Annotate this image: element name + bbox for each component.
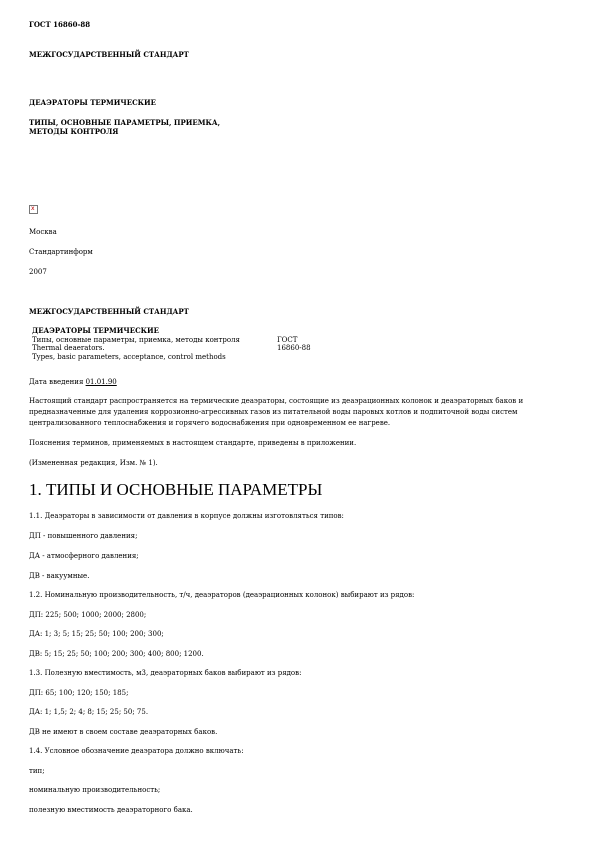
gost-label: ГОСТ	[277, 335, 298, 344]
doc-title-line3: МЕТОДЫ КОНТРОЛЯ	[29, 127, 119, 136]
title-table	[32, 326, 311, 361]
date-value-link[interactable]: 01.01.90	[85, 378, 117, 386]
dv-note: ДВ не имеют в своем составе деаэраторных баков.	[29, 728, 218, 736]
para-1-3: 1.3. Полезную вместимость, м3, деаэраторных баков выбирают из рядов:	[29, 669, 302, 677]
gost-number: 16860-88	[277, 344, 311, 352]
para-1-2: 1.2. Номинальную производительность, т/ч, деаэраторов (деаэрационных колонок) выбирают из рядов:	[29, 591, 415, 599]
terms-note: Пояснения терминов, применяемых в настоящем стандарте, приведены в приложении.	[29, 439, 357, 447]
city: Москва	[29, 228, 57, 236]
section-heading: 1. ТИПЫ И ОСНОВНЫЕ ПАРАМЕТРЫ	[29, 480, 323, 499]
scope-paragraph: Настоящий стандарт распространяется на термические деаэраторы, состоящие из деаэрационных колонок и деаэраторных баков и предназначенные для удаления коррозионно-агрессивных газов из питательной воды паровых котлов и подпиточной воды систем централизованного теплоснабжения и горячего водоснабжения при одновременном ее нагреве.	[29, 397, 524, 427]
standard-type-2: МЕЖГОСУДАРСТВЕННЫЙ СТАНДАРТ	[29, 307, 189, 316]
doc-code: ГОСТ 16860-88	[29, 20, 91, 29]
para-1-4: 1.4. Условное обозначение деаэратора должно включать:	[29, 747, 244, 755]
type-dv: ДВ - вакуумные.	[29, 572, 90, 580]
date-introduced	[29, 378, 117, 387]
row-dp-volume: ДП: 65; 100; 120; 150; 185;	[29, 689, 129, 697]
item-type: тип;	[29, 767, 45, 775]
date-label: Дата введения	[29, 378, 84, 386]
type-da: ДА - атмосферного давления;	[29, 552, 139, 560]
item-volume: полезную вместимость деаэраторного бака.	[29, 806, 193, 814]
para-1-1: 1.1. Деаэраторы в зависимости от давления в корпусе должны изготовляться типов:	[29, 512, 344, 520]
item-capacity: номинальную производительность;	[29, 786, 161, 794]
title-name-ru: ДЕАЭРАТОРЫ ТЕРМИЧЕСКИЕ	[32, 326, 159, 335]
title-subtitle-en: Types, basic parameters, acceptance, control methods	[32, 352, 226, 361]
year: 2007	[29, 268, 47, 276]
row-dv-capacity: ДВ: 5; 15; 25; 50; 100; 200; 300; 400; 800; 1200.	[29, 650, 204, 658]
standard-type: МЕЖГОСУДАРСТВЕННЫЙ СТАНДАРТ	[29, 50, 189, 59]
type-dp: ДП - повышенного давления;	[29, 532, 138, 540]
row-da-volume: ДА: 1; 1,5; 2; 4; 8; 15; 25; 50; 75.	[29, 708, 149, 716]
row-dp-capacity: ДП: 225; 500; 1000; 2000; 2800;	[29, 611, 147, 619]
publisher: Стандартинформ	[29, 248, 93, 256]
edition-note: (Измененная редакция, Изм. № 1).	[29, 459, 158, 467]
broken-image-icon: x	[29, 205, 38, 214]
doc-title-line2: ТИПЫ, ОСНОВНЫЕ ПАРАМЕТРЫ, ПРИЕМКА,	[29, 118, 221, 127]
row-da-capacity: ДА: 1; 3; 5; 15; 25; 50; 100; 200; 300;	[29, 630, 164, 638]
title-subtitle-ru: Типы, основные параметры, приемка, методы контроля	[32, 335, 240, 344]
doc-title-line1: ДЕАЭРАТОРЫ ТЕРМИЧЕСКИЕ	[29, 98, 156, 107]
title-name-en: Thermal deaerators.	[32, 344, 105, 352]
